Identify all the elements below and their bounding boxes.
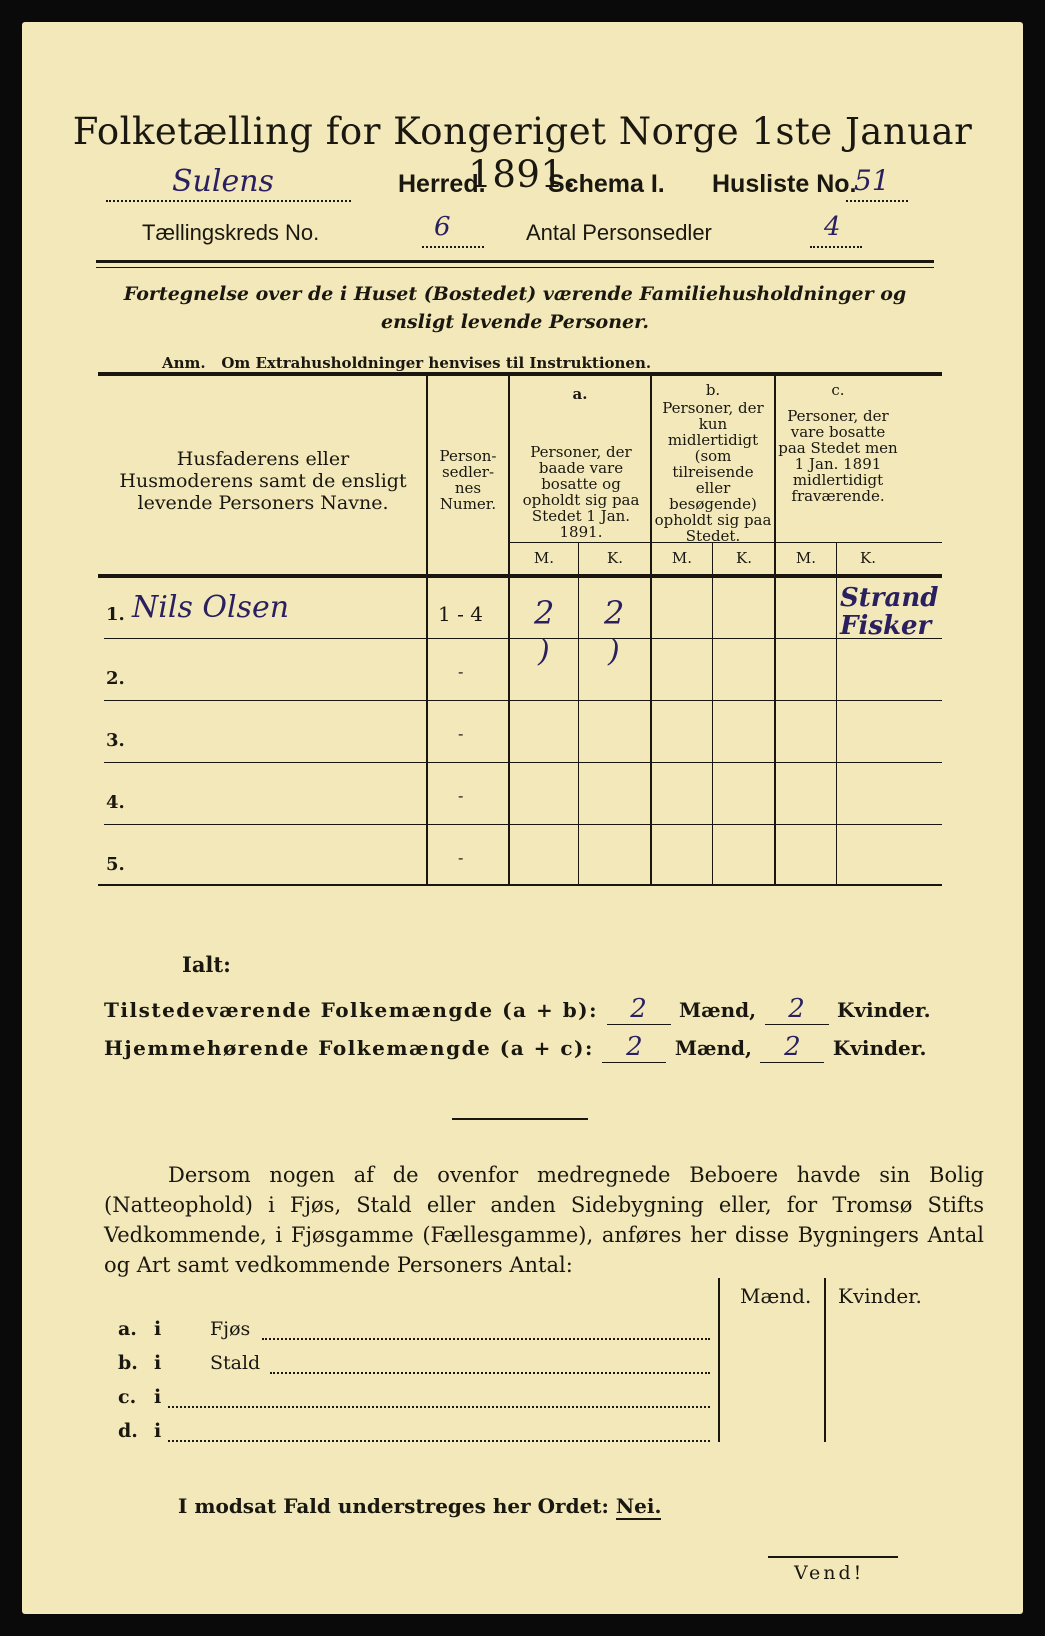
row-a-k: 2 bbox=[604, 594, 625, 632]
hjemme-kvinder: 2 bbox=[760, 1032, 824, 1063]
tilstede-kvinder: 2 bbox=[765, 994, 829, 1025]
nei-word: Nei. bbox=[615, 1494, 662, 1518]
table-row bbox=[98, 826, 942, 884]
building-letter: b. bbox=[118, 1352, 138, 1374]
row-rule-1 bbox=[104, 638, 942, 639]
husliste-value: 51 bbox=[854, 164, 890, 197]
buildings-kvinder-header: Kvinder. bbox=[838, 1284, 922, 1308]
table-row bbox=[98, 764, 942, 824]
col-b-k-label: K. bbox=[736, 549, 752, 567]
building-prep: i bbox=[154, 1386, 162, 1408]
personsedler-underline bbox=[810, 246, 862, 248]
building-dotted-line bbox=[168, 1440, 710, 1442]
buildings-paragraph: Dersom nogen af de ovenfor medregnede Beboere havde sin Bolig (Natteophold) i Fjøs, Stald eller anden Sidebygning eller, for Tromsø Stifts Vedkommende, i Fjøsgamme (Fællesgamme), anføres her disse Bygningers Antal og Art samt vedkommende Personers Antal: bbox=[104, 1163, 984, 1277]
col-c-k-label: K. bbox=[860, 549, 876, 567]
buildings-divider-2 bbox=[824, 1278, 826, 1442]
building-letter: a. bbox=[118, 1318, 137, 1340]
kreds-underline bbox=[422, 246, 484, 248]
row-rule-2 bbox=[104, 700, 942, 701]
header-rule-thick bbox=[96, 260, 934, 263]
tilstede-maend-label: Mænd, bbox=[678, 998, 757, 1022]
herred-label: Herred. bbox=[398, 170, 486, 198]
building-row bbox=[118, 1318, 718, 1348]
building-dotted-line bbox=[262, 1338, 710, 1340]
col-a-m-label: M. bbox=[533, 549, 555, 567]
hjemme-kvinder-label: Kvinder. bbox=[832, 1036, 927, 1060]
row-number: 4. bbox=[106, 792, 125, 813]
schema-label: Schema I. bbox=[548, 170, 665, 198]
building-label: Fjøs bbox=[210, 1318, 251, 1340]
section-divider bbox=[452, 1118, 588, 1120]
tilstede-label: Tilstedeværende Folkemængde (a + b): bbox=[104, 998, 599, 1022]
herred-value: Sulens bbox=[172, 164, 274, 199]
hjemme-maend: 2 bbox=[602, 1032, 666, 1063]
kreds-line bbox=[142, 212, 922, 252]
building-label: Stald bbox=[210, 1352, 261, 1374]
husliste-underline bbox=[846, 200, 908, 202]
herred-line bbox=[106, 162, 926, 206]
row-numer: - bbox=[458, 662, 464, 681]
anm-text: Om Extrahusholdninger henvises til Instruktionen. bbox=[221, 354, 652, 372]
table-row bbox=[98, 583, 942, 641]
col-b-header: Personer, der kun midlertidigt (som tilreisende eller besøgende) opholdt sig paa Stedet. bbox=[654, 399, 772, 545]
row-number: 1. bbox=[106, 604, 125, 625]
buildings-divider-1 bbox=[718, 1278, 720, 1442]
row-numer: 1 - 4 bbox=[438, 602, 483, 626]
row-numer: - bbox=[458, 848, 464, 867]
form-title: Folketælling for Kongeriget Norge 1ste Januar 1891. bbox=[72, 110, 973, 196]
hjemme-maend-label: Mænd, bbox=[674, 1036, 752, 1060]
row-note: Strand Fisker bbox=[840, 583, 939, 641]
table-header-bottom-rule bbox=[98, 574, 942, 578]
row-number: 2. bbox=[106, 668, 125, 689]
tilstede-kvinder-label: Kvinder. bbox=[837, 998, 931, 1022]
kreds-label: Tællingskreds No. bbox=[142, 220, 320, 245]
husliste-label: Husliste No. bbox=[712, 170, 857, 198]
anm-label: Anm. bbox=[162, 354, 206, 372]
building-prep: i bbox=[154, 1420, 162, 1442]
intro-heading: Fortegnelse over de i Huset (Bostedet) værende Familiehusholdninger og ensligt levende Personer. bbox=[123, 283, 907, 333]
col-c-header: Personer, der vare bosatte paa Stedet men 1 Jan. 1891 midlertidigt fraværende. bbox=[778, 407, 898, 505]
ditto-mark-a-k: ) bbox=[608, 634, 620, 669]
buildings-maend-header: Mænd. bbox=[740, 1284, 812, 1308]
col-name-header: Husfaderens eller Husmoderens samt de ensligt levende Personers Navne. bbox=[119, 448, 407, 514]
col-a-k-label: K. bbox=[607, 549, 623, 567]
row-name: Nils Olsen bbox=[132, 590, 290, 625]
building-letter: c. bbox=[118, 1386, 137, 1408]
building-prep: i bbox=[154, 1318, 162, 1340]
personsedler-label: Antal Personsedler bbox=[526, 220, 712, 245]
building-row bbox=[118, 1420, 718, 1450]
row-numer: - bbox=[458, 786, 464, 805]
col-b-m-label: M. bbox=[671, 549, 693, 567]
table-top-rule bbox=[98, 372, 942, 376]
building-letter: d. bbox=[118, 1420, 138, 1442]
table-bottom-rule bbox=[98, 884, 942, 886]
herred-underline bbox=[106, 200, 351, 202]
tilstede-line bbox=[104, 994, 964, 1025]
row-a-m: 2 bbox=[534, 594, 555, 632]
col-c-letter: c. bbox=[831, 381, 845, 399]
table-row bbox=[98, 634, 942, 700]
kreds-value: 6 bbox=[434, 212, 451, 242]
anm-line bbox=[162, 354, 651, 372]
modsat-text: I modsat Fald understreges her Ordet: bbox=[178, 1494, 609, 1518]
building-dotted-line bbox=[168, 1406, 710, 1408]
row-numer: - bbox=[458, 724, 464, 743]
header-rule-thin bbox=[96, 267, 934, 268]
building-prep: i bbox=[154, 1352, 162, 1374]
row-number: 3. bbox=[106, 730, 125, 751]
hjemme-label: Hjemmehørende Folkemængde (a + c): bbox=[104, 1036, 594, 1060]
hjemme-line bbox=[104, 1032, 964, 1063]
col-a-header: Personer, der baade vare bosatte og opholdt sig paa Stedet 1 Jan. 1891. bbox=[522, 443, 640, 541]
building-row bbox=[118, 1386, 718, 1416]
modsat-line bbox=[178, 1494, 661, 1518]
census-form bbox=[22, 22, 1023, 1614]
col-a-letter: a. bbox=[572, 385, 588, 403]
col-numer-header: Person-sedler-nes Numer. bbox=[439, 447, 497, 513]
vend-label: Vend! bbox=[794, 1562, 865, 1584]
col-b-letter: b. bbox=[705, 381, 721, 399]
row-number: 5. bbox=[106, 854, 125, 875]
row-rule-3 bbox=[104, 762, 942, 763]
building-row bbox=[118, 1352, 718, 1382]
personsedler-value: 4 bbox=[824, 212, 841, 242]
row-rule-4 bbox=[104, 824, 942, 825]
table-row bbox=[98, 702, 942, 762]
building-dotted-line bbox=[270, 1372, 710, 1374]
tilstede-maend: 2 bbox=[607, 994, 671, 1025]
col-c-m-label: M. bbox=[795, 549, 817, 567]
ialt-label: Ialt: bbox=[182, 952, 231, 977]
vend-rule bbox=[768, 1556, 898, 1558]
ditto-mark-a-m: ) bbox=[538, 634, 550, 669]
household-table bbox=[98, 372, 942, 912]
